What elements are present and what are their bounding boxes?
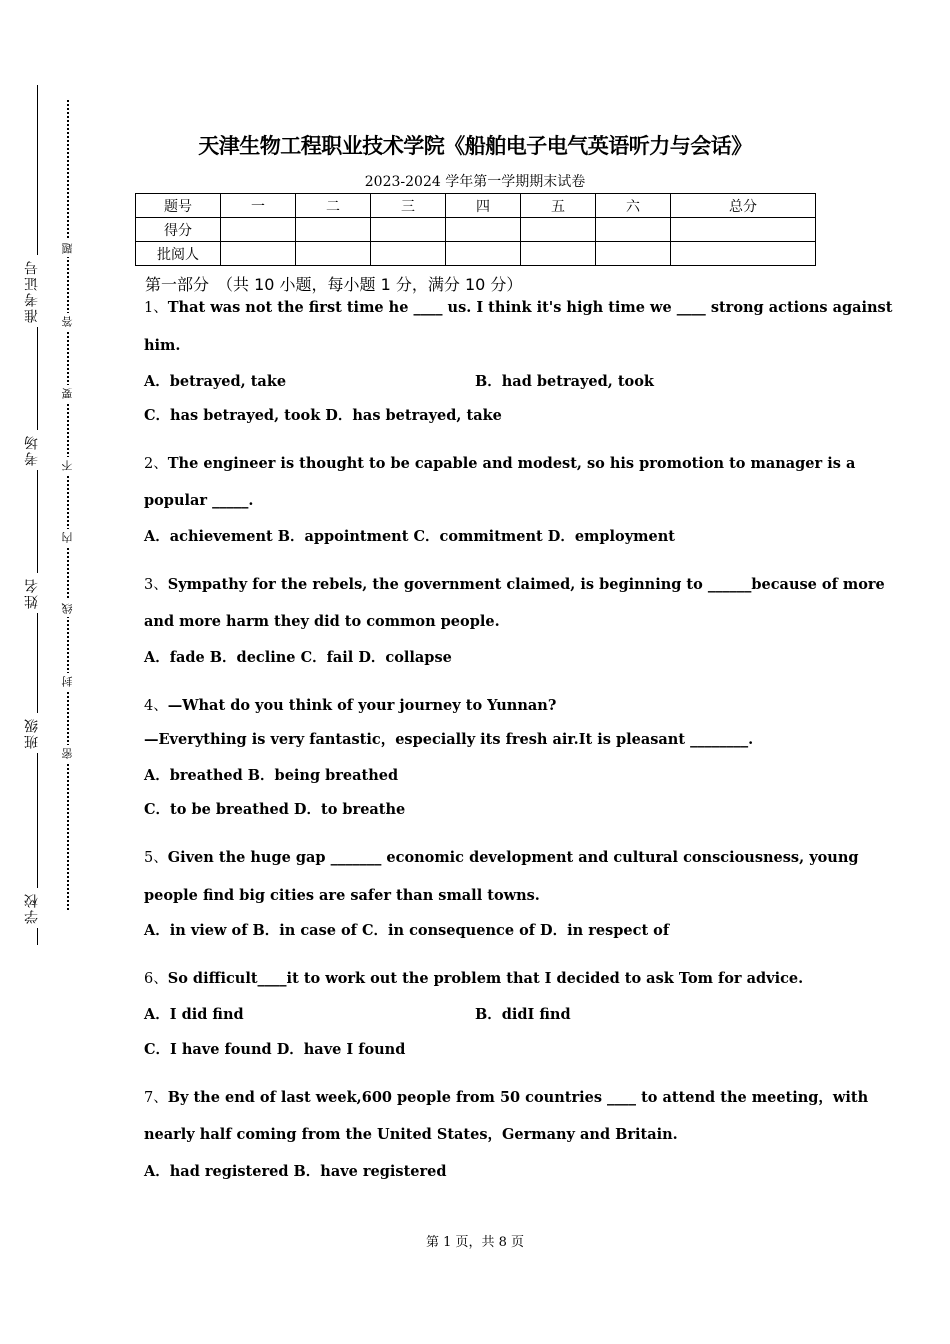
- question-number: 2、: [144, 456, 168, 472]
- question-number: 5、: [144, 850, 168, 866]
- score-table-header-row: [136, 194, 816, 218]
- page-title: 天津生物工程职业技术学院《船舶电子电气英语听力与会话》: [198, 134, 752, 158]
- score-table-row: [136, 242, 816, 266]
- question-7-line-2: nearly half coming from the United States，Germany and Britain.: [144, 1126, 678, 1143]
- score-cell[interactable]: [221, 218, 296, 242]
- options-row[interactable]: A．fade B．decline C．fail D．collapse: [144, 649, 452, 666]
- score-cell[interactable]: [596, 242, 671, 266]
- question-2-line-2: popular _____.: [144, 492, 254, 509]
- option-a[interactable]: A．I did find: [144, 1006, 244, 1023]
- options-row[interactable]: C．to be breathed D．to breathe: [144, 801, 406, 818]
- seal-char: 线: [60, 600, 76, 617]
- option-b[interactable]: B．had betrayed, took: [475, 373, 654, 390]
- school-label: 学校: [22, 888, 42, 928]
- question-text: Given the huge gap _______ economic development and cultural consciousness, young: [167, 849, 859, 866]
- options-row[interactable]: A．achievement B．appointment C．commitment D．employment: [144, 528, 675, 545]
- seal-char: 题: [60, 240, 76, 257]
- question-1-line-2: him.: [144, 337, 181, 354]
- question-text: Sympathy for the rebels, the government claimed, is beginning to ______because of more: [167, 576, 885, 593]
- question-4-line-2: —Everything is very fantastic，especially its fresh air.It is pleasant ________.: [144, 731, 754, 748]
- score-cell[interactable]: [446, 218, 521, 242]
- name-label: 姓名: [22, 573, 42, 613]
- option-a[interactable]: A．betrayed, take: [144, 373, 287, 390]
- seal-char: 答: [60, 313, 76, 330]
- score-table-header-cell: 总分: [671, 194, 816, 218]
- question-2-line-1: [144, 454, 855, 474]
- score-cell[interactable]: [371, 218, 446, 242]
- options-row[interactable]: A．in view of B．in case of C．in consequence of D．in respect of: [144, 922, 670, 939]
- option-c-d[interactable]: C．has betrayed, took D．has betrayed, take: [144, 407, 502, 424]
- score-row-label: 得分: [136, 218, 221, 242]
- question-number: 4、: [144, 698, 168, 714]
- question-text: The engineer is thought to be capable and modest, so his promotion to manager is a: [167, 455, 856, 472]
- class-label: 班级: [22, 713, 42, 753]
- score-table-header-cell: 六: [596, 194, 671, 218]
- score-table-header-cell: 五: [521, 194, 596, 218]
- score-cell[interactable]: [296, 218, 371, 242]
- question-number: 3、: [144, 577, 168, 593]
- seal-dotted-line: [67, 100, 69, 910]
- exam-room-label: 考场: [22, 430, 42, 470]
- question-5-line-2: people find big cities are safer than small towns.: [144, 887, 540, 904]
- question-text: That was not the first time he ____ us. I think it's high time we ____ strong actions against: [167, 299, 893, 316]
- question-number: 7、: [144, 1090, 168, 1106]
- seal-char: 要: [60, 385, 76, 402]
- score-cell[interactable]: [221, 242, 296, 266]
- section-title: 第一部分 （共 10 小题，每小题 1 分，满分 10 分）: [145, 275, 523, 294]
- seal-char: 内: [60, 529, 76, 546]
- seal-char: 密: [60, 745, 76, 762]
- question-text: —What do you think of your journey to Yunnan?: [167, 697, 557, 714]
- score-cell[interactable]: [296, 242, 371, 266]
- options-row[interactable]: A．had registered B．have registered: [144, 1163, 447, 1180]
- score-cell[interactable]: [371, 242, 446, 266]
- score-table: [135, 193, 816, 266]
- score-cell[interactable]: [521, 218, 596, 242]
- score-cell[interactable]: [671, 242, 816, 266]
- seal-char: 封: [60, 673, 76, 690]
- question-number: 6、: [144, 971, 168, 987]
- question-number: 1、: [144, 300, 168, 316]
- question-5-line-1: [144, 848, 859, 868]
- score-table-row: [136, 218, 816, 242]
- question-1-line-1: [144, 298, 892, 318]
- page-footer: 第 1 页，共 8 页: [425, 1235, 525, 1250]
- score-table-header-cell: 四: [446, 194, 521, 218]
- question-7-line-1: [144, 1088, 868, 1108]
- score-cell[interactable]: [521, 242, 596, 266]
- score-row-label: 批阅人: [136, 242, 221, 266]
- exam-number-label: 准考证号: [22, 255, 42, 327]
- option-b[interactable]: B．didI find: [475, 1006, 571, 1023]
- score-table-header-cell: 三: [371, 194, 446, 218]
- question-6-line-1: [144, 969, 803, 989]
- binding-line: [37, 85, 38, 945]
- page-subtitle: 2023-2024 学年第一学期期末试卷: [364, 174, 586, 190]
- score-table-header-cell: 题号: [136, 194, 221, 218]
- question-text: By the end of last week,600 people from 50 countries ____ to attend the meeting，with: [167, 1089, 869, 1106]
- question-3-line-1: [144, 575, 885, 595]
- question-4-line-1: [144, 696, 556, 716]
- score-cell[interactable]: [671, 218, 816, 242]
- score-table-header-cell: 二: [296, 194, 371, 218]
- score-cell[interactable]: [596, 218, 671, 242]
- score-cell[interactable]: [446, 242, 521, 266]
- options-row[interactable]: A．breathed B．being breathed: [144, 767, 399, 784]
- question-3-line-2: and more harm they did to common people.: [144, 613, 500, 630]
- question-text: So difficult____it to work out the problem that I decided to ask Tom for advice.: [167, 970, 804, 987]
- score-table-header-cell: 一: [221, 194, 296, 218]
- option-c-d[interactable]: C．I have found D．have I found: [144, 1041, 406, 1058]
- seal-char: 不: [60, 457, 76, 474]
